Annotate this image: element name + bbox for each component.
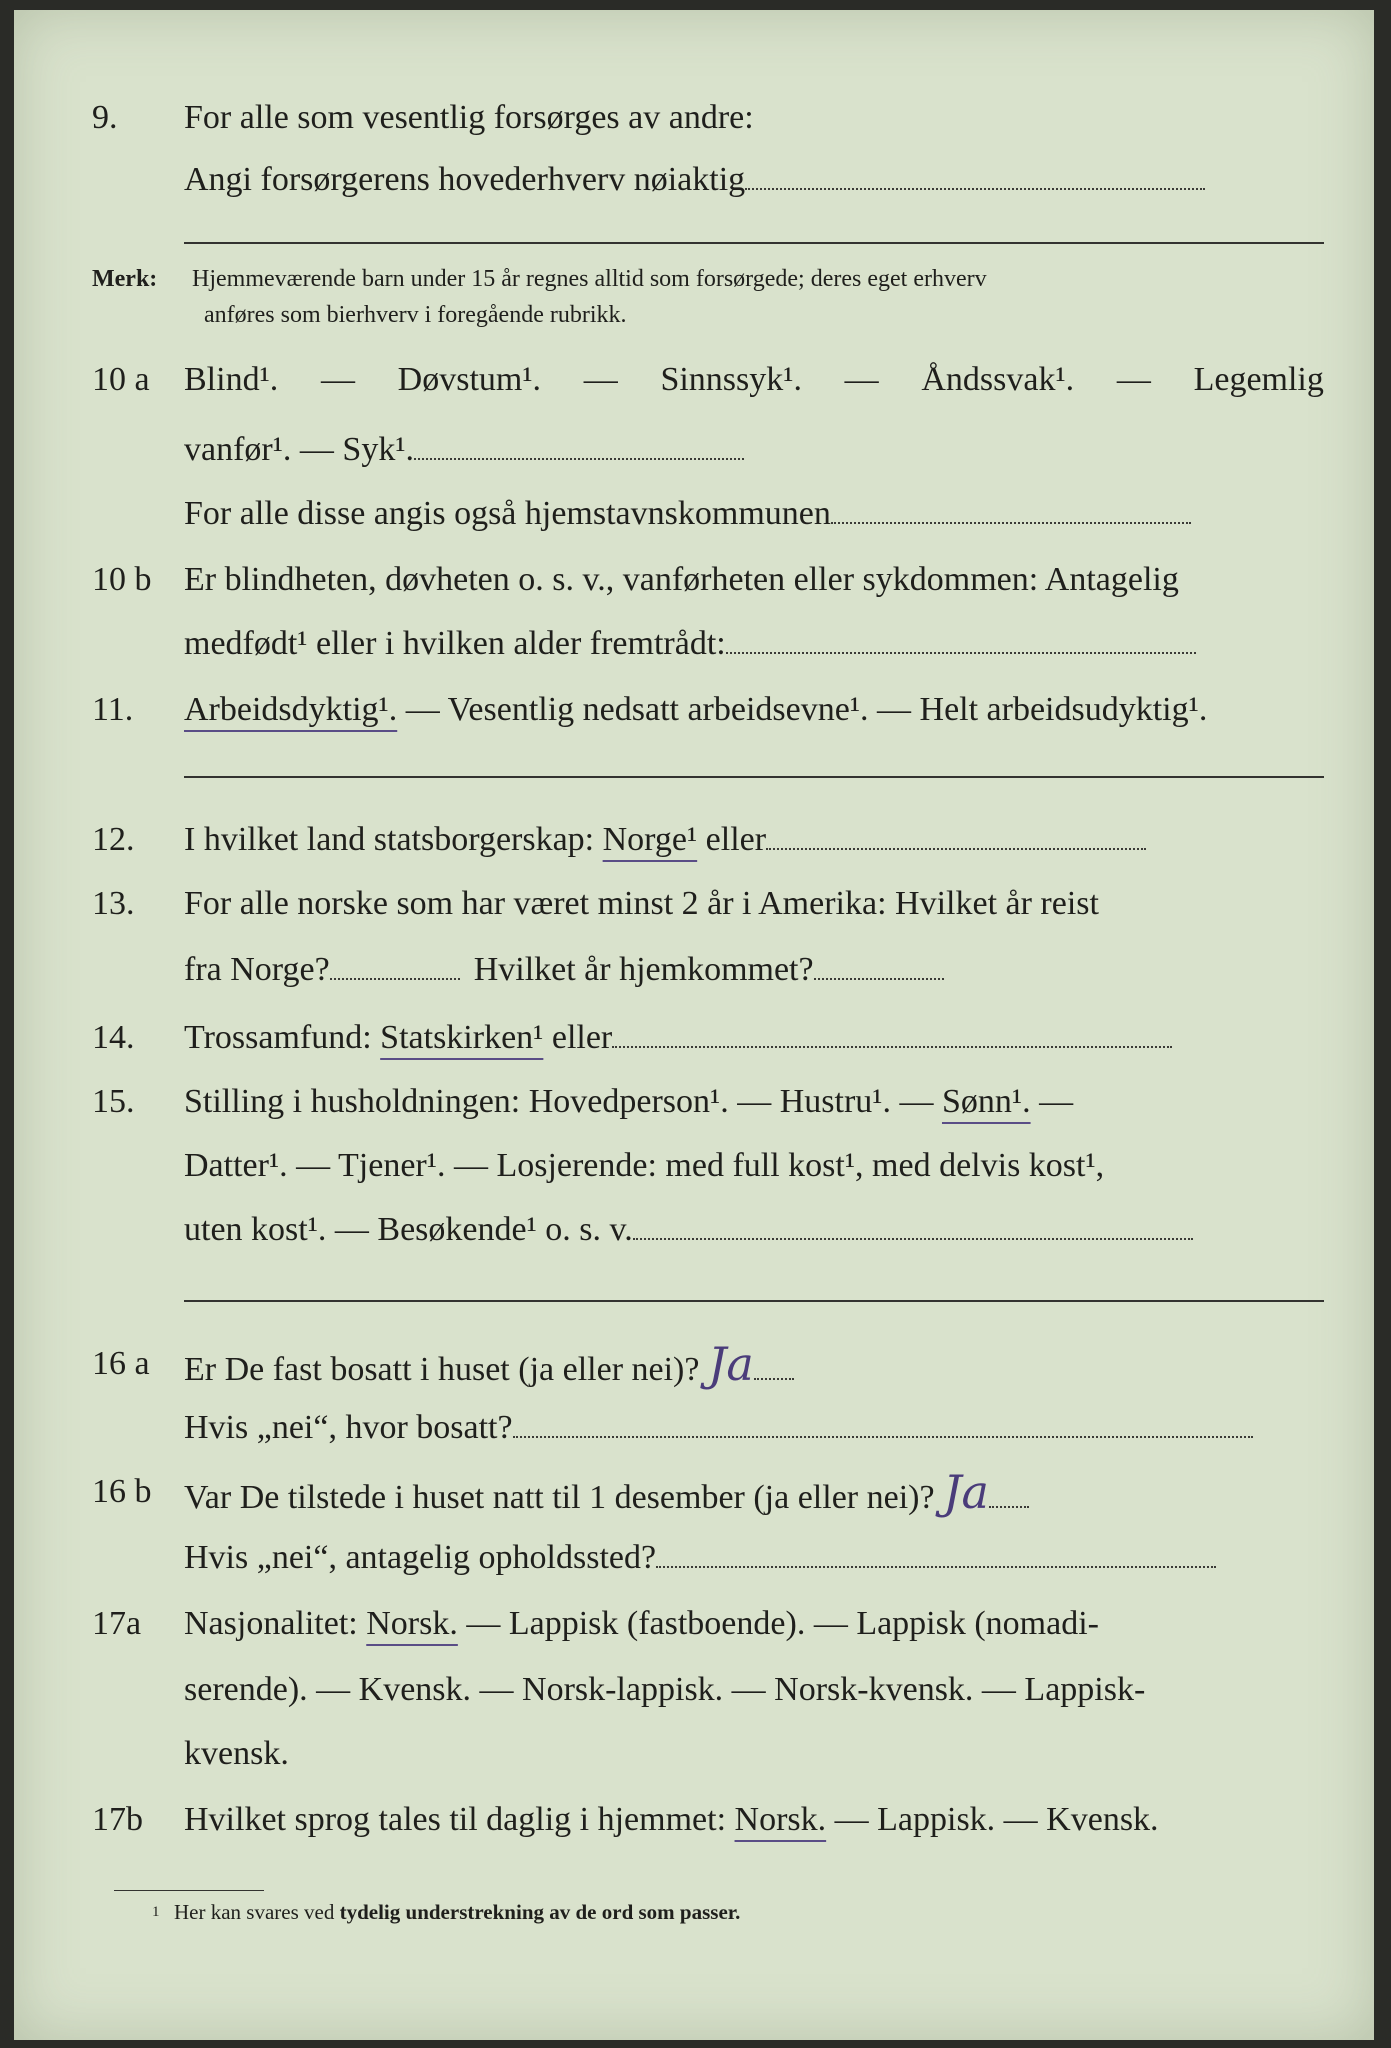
q12-question xyxy=(184,820,1146,860)
q17b-number: 17b xyxy=(92,1801,143,1838)
q15-line2: Datter¹. — Tjener¹. — Losjerende: med full kost¹, med delvis kost¹, xyxy=(184,1147,1105,1184)
dash: — xyxy=(1116,361,1151,398)
q17a-line2: serende). — Kvensk. — Norsk-lappisk. — Norsk-kvensk. — Lappisk- xyxy=(184,1671,1146,1708)
q10a-line2 xyxy=(184,430,744,470)
q16b-number: 16 b xyxy=(92,1473,152,1510)
q15-selected-option: Sønn¹. xyxy=(941,1083,1031,1120)
footnote-prefix: Her kan svares ved xyxy=(174,1900,340,1924)
q15-answer-rule xyxy=(184,1300,1324,1302)
q17a-number: 17a xyxy=(92,1605,142,1642)
merk-text-1: Hjemmeværende barn under 15 år regnes alltid som forsørgede; deres eget erhverv xyxy=(192,266,987,292)
q16a-handwritten-answer: Ja xyxy=(707,1337,754,1391)
q10b-line2 xyxy=(184,624,1196,664)
dash: — xyxy=(583,361,618,398)
q10a-line3 xyxy=(184,494,1191,534)
q16b-line2 xyxy=(184,1538,1216,1578)
q16b-handwritten-answer: Ja xyxy=(943,1465,989,1519)
q10a-hometown-line xyxy=(831,498,1191,524)
option-dovstum: Døvstum¹. xyxy=(397,361,542,398)
q15-number: 15. xyxy=(92,1083,135,1120)
q12-label: I hvilket land statsborgerskap: xyxy=(184,821,603,858)
q9-subquestion xyxy=(184,160,1205,200)
q15-line1 xyxy=(184,1082,1073,1122)
q13-return-line xyxy=(814,954,944,980)
q16a-line2-text: Hvis „nei“, hvor bosatt? xyxy=(184,1409,513,1446)
q16b-question xyxy=(184,1465,1029,1519)
dash: — xyxy=(320,361,355,398)
option-sinnssyk: Sinnssyk¹. xyxy=(660,361,802,398)
q15-line3-text: uten kost¹. — Besøkende¹ o. s. v. xyxy=(184,1211,633,1248)
q14-number: 14. xyxy=(92,1019,135,1056)
merk-text-2: anføres som bierhverv i foregående rubrikk. xyxy=(204,302,627,328)
q10a-answer-line xyxy=(414,434,744,460)
q17b-question xyxy=(184,1800,1159,1840)
q12-selected-option: Norge¹ xyxy=(602,821,698,858)
q10a-line3-text: For alle disse angis også hjemstavnskommunen xyxy=(184,495,831,532)
q17b-label: Hvilket sprog tales til daglig i hjemmet: xyxy=(184,1801,735,1838)
q17a-label: Nasjonalitet: xyxy=(184,1605,367,1642)
q14-answer-line xyxy=(612,1022,1172,1048)
q16a-answer-line xyxy=(754,1354,794,1380)
q12-suffix: eller xyxy=(697,821,767,858)
q16b-line2-text: Hvis „nei“, antagelig opholdssted? xyxy=(184,1539,657,1576)
q10b-question: Er blindheten, døvheten o. s. v., vanførheten eller sykdommen: Antagelig xyxy=(184,561,1179,598)
q15-dash: — xyxy=(1030,1083,1074,1120)
footnote-rule xyxy=(114,1890,264,1891)
q12-answer-line xyxy=(766,824,1146,850)
footnote-emphasis: tydelig understrekning av de ord som passer. xyxy=(339,1900,741,1924)
q10b-line2-text: medfødt¹ eller i hvilken alder fremtrådt: xyxy=(184,625,726,662)
option-andssvak: Åndssvak¹. xyxy=(921,361,1075,398)
q9-answer-rule xyxy=(184,242,1324,244)
q13-return-label: Hvilket år hjemkommet? xyxy=(473,951,814,988)
q17a-other-options: — Lappisk (fastboende). — Lappisk (nomadi- xyxy=(457,1605,1099,1642)
q13-line2 xyxy=(184,950,944,990)
q17a-selected-option: Norsk. xyxy=(366,1605,458,1642)
q16b-whereabouts-line xyxy=(656,1542,1216,1568)
q11-other-options: — Vesentlig nedsatt arbeidsevne¹. — Helt arbeidsudyktig¹. xyxy=(397,691,1208,728)
q17a-line3: kvensk. xyxy=(184,1735,289,1772)
merk-label: Merk: xyxy=(92,266,158,292)
option-blind: Blind¹. xyxy=(184,361,279,398)
q16b-answer-line xyxy=(989,1482,1029,1508)
q13-number: 13. xyxy=(92,885,135,922)
footnote-text xyxy=(174,1898,740,1926)
q9-question: For alle som vesentlig forsørges av andre: xyxy=(184,99,754,136)
q10a-line2-text: vanfør¹. — Syk¹. xyxy=(184,431,415,468)
q16b-question-text: Var De tilstede i huset natt til 1 desember (ja eller nei)? xyxy=(184,1479,935,1516)
q13-departure-label: fra Norge? xyxy=(184,951,330,988)
q16a-residence-line xyxy=(513,1412,1253,1438)
q15-line3 xyxy=(184,1210,1193,1250)
q11-answer-rule xyxy=(184,776,1324,778)
q14-question xyxy=(184,1018,1172,1058)
q15-options-a: Stilling i husholdningen: Hovedperson¹. — Hustru¹. — xyxy=(184,1083,942,1120)
q10b-number: 10 b xyxy=(92,561,152,598)
q11-number: 11. xyxy=(92,691,134,728)
q12-number: 12. xyxy=(92,821,135,858)
q10a-number: 10 a xyxy=(92,361,150,398)
q13-departure-line xyxy=(330,954,460,980)
q16a-number: 16 a xyxy=(92,1345,150,1382)
q10a-options xyxy=(184,360,1324,400)
q16a-question-text: Er De fast bosatt i huset (ja eller nei)? xyxy=(184,1351,700,1388)
q10b-answer-line xyxy=(726,628,1196,654)
dash: — xyxy=(844,361,879,398)
census-form-page xyxy=(14,10,1374,2040)
q15-answer-line xyxy=(633,1214,1193,1240)
q16a-question xyxy=(184,1337,794,1391)
footnote-mark: 1 xyxy=(152,1904,160,1920)
q9-answer-line xyxy=(745,164,1205,190)
q9-number: 9. xyxy=(92,99,118,136)
q9-subquestion-text: Angi forsørgerens hovederhverv nøiaktig xyxy=(184,161,746,198)
q11-selected-option: Arbeidsdyktig¹. xyxy=(184,691,398,728)
q17b-selected-option: Norsk. xyxy=(734,1801,827,1838)
q14-selected-option: Statskirken¹ xyxy=(380,1019,544,1056)
q14-label: Trossamfund: xyxy=(184,1019,381,1056)
q13-question: For alle norske som har været minst 2 år i Amerika: Hvilket år reist xyxy=(184,885,1099,922)
q11-options xyxy=(184,690,1207,730)
q17a-line1 xyxy=(184,1604,1099,1644)
q16a-line2 xyxy=(184,1408,1253,1448)
option-legemlig: Legemlig xyxy=(1193,361,1324,398)
q14-suffix: eller xyxy=(543,1019,613,1056)
q17b-other-options: — Lappisk. — Kvensk. xyxy=(826,1801,1159,1838)
